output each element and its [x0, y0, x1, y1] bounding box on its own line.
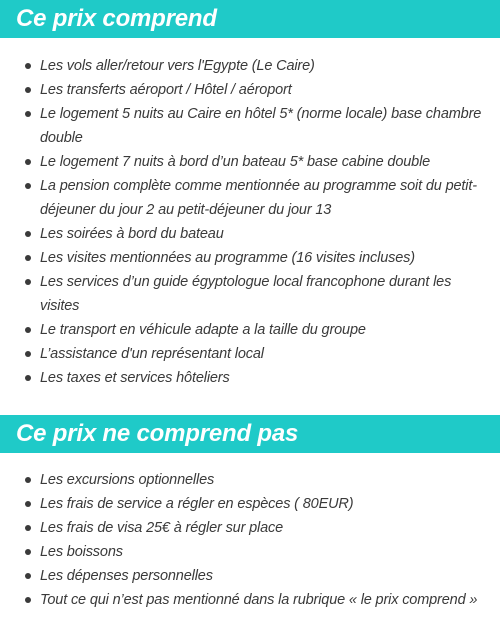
list-item-text: Tout ce qui n’est pas mentionné dans la rubrique « le prix comprend »	[40, 592, 478, 608]
excluded-section-header	[0, 415, 500, 453]
list-item	[0, 102, 500, 150]
bullet-icon	[25, 87, 31, 93]
bullet-icon	[25, 327, 31, 333]
list-item-text: Les services d’un guide égyptologue local francophone durant les visites	[40, 274, 452, 314]
list-item-text: Le logement 5 nuits au Caire en hôtel 5* (norme locale) base chambre double	[40, 106, 482, 146]
list-item-text: Les dépenses personnelles	[40, 568, 213, 584]
list-item	[0, 492, 500, 516]
list-item	[0, 78, 500, 102]
bullet-icon	[25, 159, 31, 165]
list-item-text: Les transferts aéroport / Hôtel / aéroport	[40, 82, 292, 98]
list-item-text: Les soirées à bord du bateau	[40, 226, 224, 242]
bullet-icon	[25, 111, 31, 117]
list-item	[0, 318, 500, 342]
excluded-list	[0, 468, 500, 612]
list-item	[0, 540, 500, 564]
list-item	[0, 54, 500, 78]
list-item	[0, 174, 500, 222]
bullet-icon	[25, 183, 31, 189]
list-item	[0, 564, 500, 588]
list-item	[0, 366, 500, 390]
included-section-title: Ce prix comprend	[16, 5, 217, 32]
bullet-icon	[25, 255, 31, 261]
list-item-text: Les vols aller/retour vers l'Egypte (Le Caire)	[40, 58, 315, 74]
bullet-icon	[25, 525, 31, 531]
bullet-icon	[25, 279, 31, 285]
list-item-text: Les taxes et services hôteliers	[40, 370, 230, 386]
bullet-icon	[25, 231, 31, 237]
bullet-icon	[25, 573, 31, 579]
list-item	[0, 588, 500, 612]
list-item-text: L’assistance d'un représentant local	[40, 346, 264, 362]
list-item-text: Le transport en véhicule adapte a la taille du groupe	[40, 322, 366, 338]
list-item-text: La pension complète comme mentionnée au programme soit du petit-déjeuner du jour 2 au petit-déjeuner du jour 13	[40, 178, 477, 218]
bullet-icon	[25, 549, 31, 555]
excluded-section-title: Ce prix ne comprend pas	[16, 420, 299, 447]
bullet-icon	[25, 477, 31, 483]
bullet-icon	[25, 597, 31, 603]
list-item	[0, 246, 500, 270]
list-item	[0, 222, 500, 246]
list-item	[0, 468, 500, 492]
list-item	[0, 516, 500, 540]
bullet-icon	[25, 375, 31, 381]
bullet-icon	[25, 351, 31, 357]
included-list	[0, 54, 500, 390]
list-item	[0, 150, 500, 174]
list-item-text: Les visites mentionnées au programme (16 visites incluses)	[40, 250, 415, 266]
list-item-text: Les excursions optionnelles	[40, 472, 215, 488]
list-item-text: Les frais de service a régler en espèces ( 80EUR)	[40, 496, 354, 512]
list-item-text: Le logement 7 nuits à bord d’un bateau 5* base cabine double	[40, 154, 431, 170]
list-item-text: Les boissons	[40, 544, 123, 560]
bullet-icon	[25, 63, 31, 69]
included-section-header	[0, 0, 500, 38]
bullet-icon	[25, 501, 31, 507]
list-item	[0, 270, 500, 318]
list-item	[0, 342, 500, 366]
list-item-text: Les frais de visa 25€ à régler sur place	[40, 520, 284, 536]
